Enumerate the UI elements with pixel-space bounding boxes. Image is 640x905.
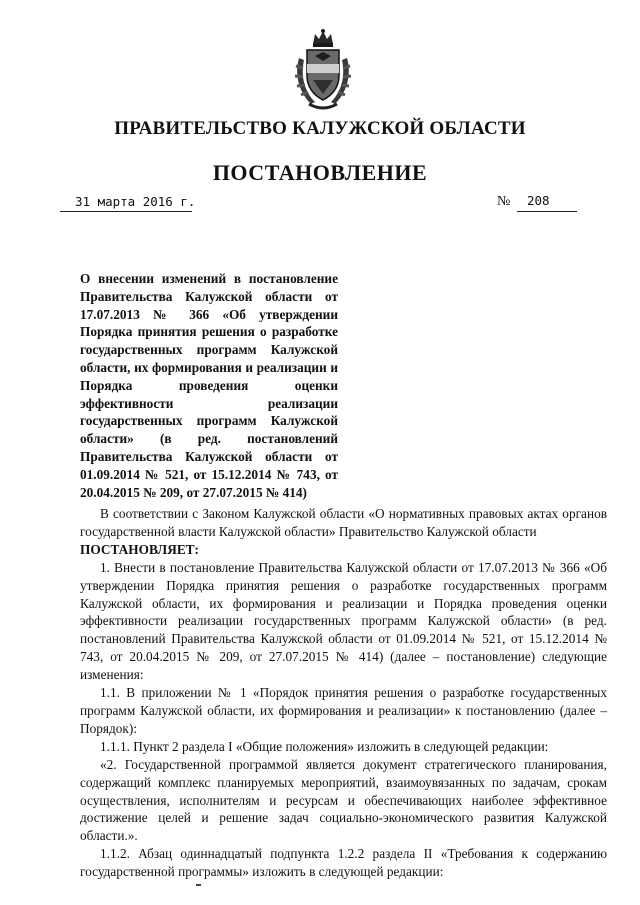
number-sign: № [497, 194, 511, 209]
resolves-keyword: ПОСТАНОВЛЯЕТ: [80, 541, 199, 557]
date-underline [60, 211, 192, 212]
document-body [80, 505, 607, 881]
government-title: ПРАВИТЕЛЬСТВО КАЛУЖСКОЙ ОБЛАСТИ [114, 118, 526, 139]
coat-of-arms-icon [291, 28, 355, 112]
document-number: 208 [527, 193, 550, 208]
preamble-text: В соответствии с Законом Калужской области «О нормативных правовых актах органов государственной власти Калужской области» Правительство Калужской области [80, 506, 607, 539]
document-subject: О внесении изменений в постановление Правительства Калужской области от 17.07.2013 № 366 «Об утверждении Порядка принятия решения о разработке государственных программ Калужской области, их формирования и реализации и Порядка проведения оценки эффективности реализации государственных программ Калужской области» (в ред. постановлений Правительства Калужской области от 01.09.2014 № 521, от 15.12.2014 № 743, от 20.04.2015 № 209, от 27.07.2015 № 414) [80, 271, 338, 500]
clause-quote-2: «2. Государственной программой является документ стратегического планирования, содержащий комплекс планируемых мероприятий, взаимоувязанных по задачам, срокам осуществления, исполнителям и ресурсам и обеспечивающих наиболее эффективное достижение целей и решение задач социально-экономического развития Калужской области.». [80, 756, 607, 844]
clause-1-1: 1.1. В приложении № 1 «Порядок принятия решения о разработке государственных программ Калужской области, их формирования и реализации» к постановлению (далее – Порядок): [80, 685, 607, 736]
scan-artifact [196, 884, 201, 886]
clause-1-1-2: 1.1.2. Абзац одиннадцатый подпункта 1.2.2 раздела II «Требования к содержанию государственной программы» изложить в следующей редакции: [80, 846, 607, 880]
clause-1: 1. Внести в постановление Правительства Калужской области от 17.07.2013 № 366 «Об утверждении Порядка принятия решения о разработке государственных программ Калужской области, их формирования и реализации и Порядка проведения оценки эффективности реализации государственных программ Калужской области» (в ред. постановлений Правительства Калужской области от 01.09.2014 № 521, от 15.12.2014 № 743, от 20.04.2015 № 209, от 27.07.2015 № 414) (далее – постановление) следующие изменения: [80, 559, 607, 683]
document-type-title: ПОСТАНОВЛЕНИЕ [212, 160, 428, 185]
clause-1-1-1: 1.1.1. Пункт 2 раздела I «Общие положения» изложить в следующей редакции: [100, 738, 549, 754]
preamble-paragraph [80, 505, 607, 559]
number-underline [517, 211, 577, 212]
document-date: 31 марта 2016 г. [75, 194, 196, 209]
